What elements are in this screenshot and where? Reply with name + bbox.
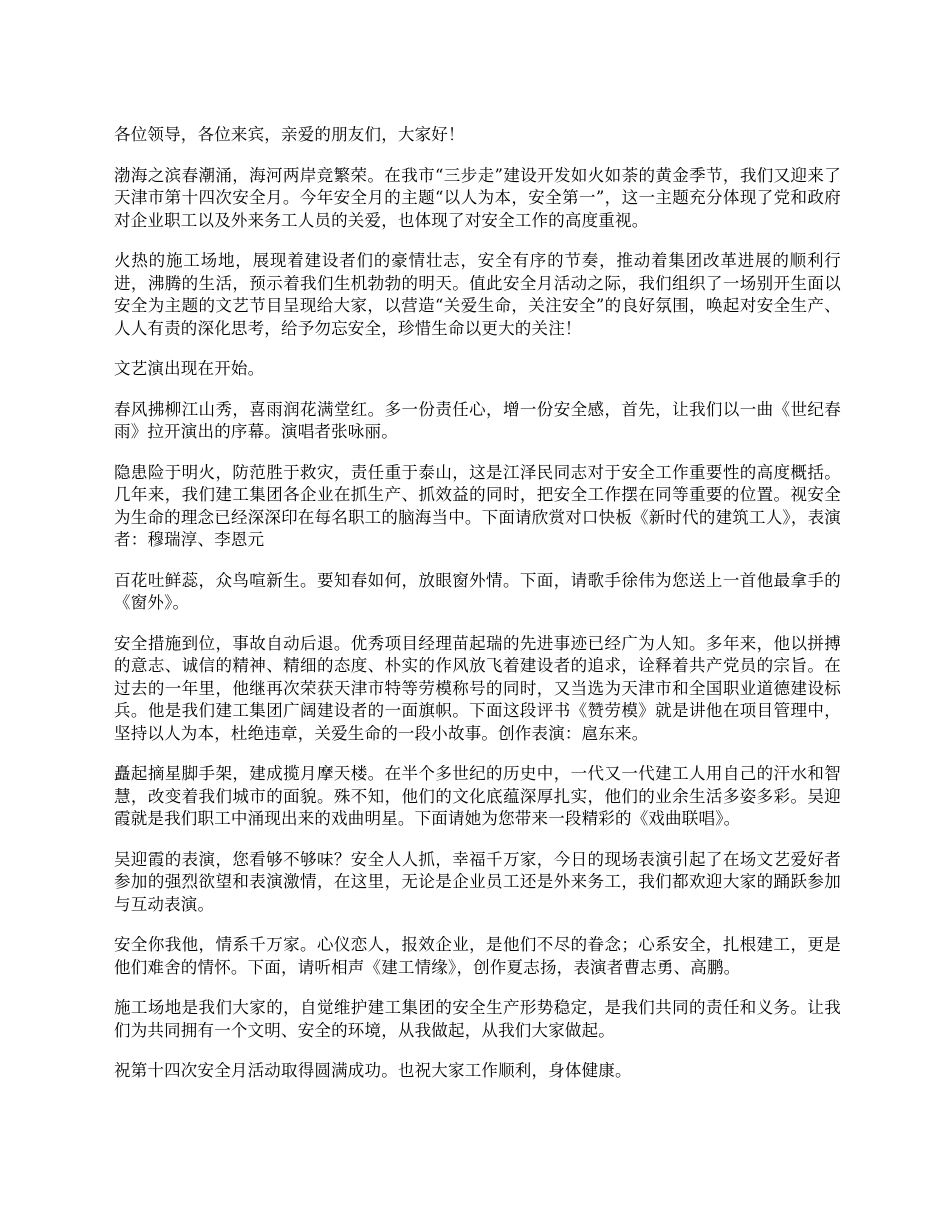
paragraph-performance-start: 文艺演出现在开始。 <box>114 359 265 378</box>
paragraph-interactive: 吴迎霞的表演，您看够不够味？安全人人抓，幸福千万家，今日的现场表演引起了在场文艺爱好者参加的强烈欲望和表演激情，在这里，无论是企业员工还是外来务工，我们都欢迎大家的踊跃参加与互动表演。 <box>114 849 841 914</box>
paragraph-construction-site: 火热的施工场地，展现着建设者们的豪情壮志，安全有序的节奏，推动着集团改革进展的顺利行进，沸腾的生活，预示着我们生机勃勃的明天。值此安全月活动之际，我们组织了一场别开生面以安全为主题的文艺节目呈现给大家，以营造“关爱生命，关注安全”的良好氛围，唤起对安全生产、人人有责的深化思考，给予勿忘安全，珍惜生命以更大的关注！ <box>114 251 841 338</box>
paragraph-closing: 祝第十四次安全月活动取得圆满成功。也祝大家工作顺利，身体健康。 <box>114 1061 632 1080</box>
paragraph-responsibility: 施工场地是我们大家的，自觉维护建工集团的安全生产形势稳定，是我们共同的责任和义务。让我们为共同拥有一个文明、安全的环境，从我做起，从我们大家做起。 <box>114 998 841 1040</box>
paragraph-opera-medley: 矗起摘星脚手架，建成揽月摩天楼。在半个多世纪的历史中，一代又一代建工人用自己的汗水和智慧，改变着我们城市的面貌。殊不知，他们的文化底蕴深厚扎实，他们的业余生活多姿多彩。吴迎霞就是我们职工中涌现出来的戏曲明星。下面请她为您带来一段精彩的《戏曲联唱》。 <box>114 764 841 828</box>
paragraph-opening-song: 春风拂柳江山秀，喜雨润花满堂红。多一份责任心，增一份安全感，首先，让我们以一曲《世纪春雨》拉开演出的序幕。演唱者张咏丽。 <box>114 399 841 441</box>
paragraph-crosstalk: 安全你我他，情系千万家。心仪恋人，报效企业，是他们不尽的眷念；心系安全，扎根建工，更是他们难舍的情怀。下面，请听相声《建工情缘》，创作夏志扬，表演者曹志勇、高鹏。 <box>114 935 841 977</box>
paragraph-greeting: 各位领导，各位来宾，亲爱的朋友们，大家好！ <box>114 125 465 144</box>
paragraph-kuaiban: 隐患险于明火，防范胜于救灾，责任重于泰山，这是江泽民同志对于安全工作重要性的高度概括。几年来，我们建工集团各企业在抓生产、抓效益的同时，把安全工作摆在同等重要的位置。视安全为生命的理念已经深深印在每名职工的脑海当中。下面请欣赏对口快板《新时代的建筑工人》，表演者：穆瑞淳、李恩元 <box>114 462 841 549</box>
paragraph-model-worker: 安全措施到位，事故自动后退。优秀项目经理苗起瑞的先进事迹已经广为人知。多年来，他以拼搏的意志、诚信的精神、精细的态度、朴实的作风放飞着建设者的追求，诠释着共产党员的宗旨。在过去的一年里，他继再次荣获天津市特等劳模称号的同时，又当选为天津市和全国职业道德建设标兵。他是我们建工集团广阔建设者的一面旗帜。下面这段评书《赞劳模》就是讲他在项目管理中，坚持以人为本，杜绝违章，关爱生命的一段小故事。创作表演：扈东来。 <box>114 633 841 743</box>
paragraph-safety-month-intro: 渤海之滨春潮涌，海河两岸竞繁荣。在我市“三步走”建设开发如火如荼的黄金季节，我们又迎来了天津市第十四次安全月。今年安全月的主题“以人为本，安全第一”，这一主题充分体现了党和政府对企业职工以及外来务工人员的关爱，也体现了对安全工作的高度重视。 <box>114 165 841 230</box>
document-body <box>114 124 841 1101</box>
paragraph-song-window: 百花吐鲜蕊，众鸟喧新生。要知春如何，放眼窗外情。下面，请歌手徐伟为您送上一首他最拿手的《窗外》。 <box>114 570 841 612</box>
